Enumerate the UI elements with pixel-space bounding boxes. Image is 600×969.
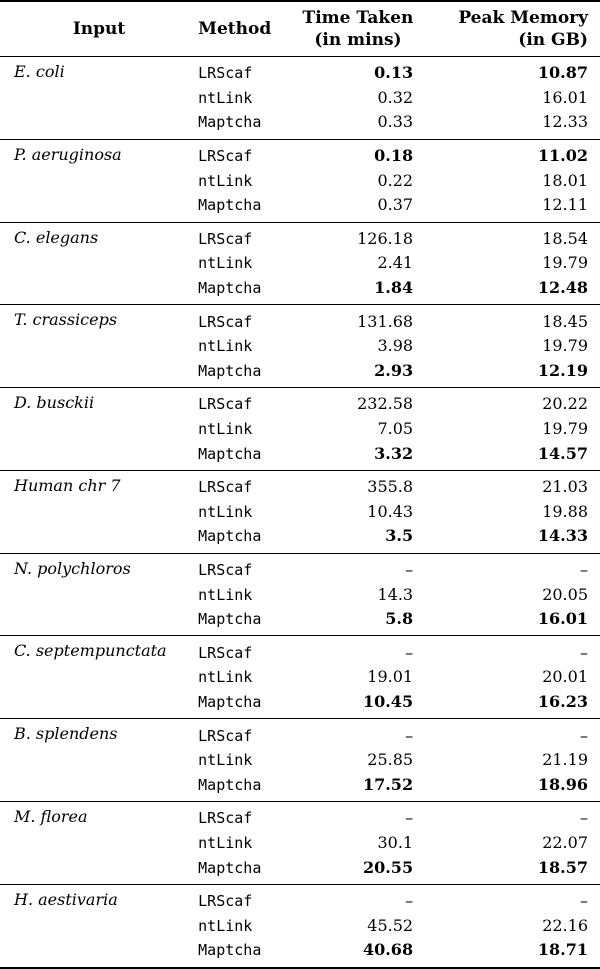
memory-value: 18.96 [537,774,588,794]
method-name: Maptcha [198,858,262,877]
table-row [0,690,600,719]
time-value: – [293,553,423,582]
input-name: Human chr 7 [0,470,198,499]
memory-value: 20.22 [423,388,600,417]
time-value: 17.52 [362,774,414,794]
memory-value: 12.19 [537,360,588,380]
table-row [0,251,600,276]
time-value: 0.13 [293,57,423,86]
input-cell-empty [0,913,198,938]
method-name: ntLink [198,585,253,604]
input-cell-empty [0,86,198,111]
table-row [0,86,600,111]
input-cell-empty [0,417,198,442]
input-cell-empty [0,193,198,222]
method-name: ntLink [198,833,253,852]
table-row [0,719,600,748]
header-memory [423,1,600,57]
input-cell-empty [0,168,198,193]
memory-value: 19.79 [542,336,588,356]
time-value: – [293,719,423,748]
time-value: 1.84 [374,278,414,298]
table-row [0,334,600,359]
input-cell-empty [0,334,198,359]
table-row [0,748,600,773]
method-name: LRScaf [198,470,293,499]
input-cell-empty [0,855,198,884]
header-row [0,1,600,57]
table-row [0,855,600,884]
input-name: N. polychloros [0,553,198,582]
header-time-line1: Time Taken [302,8,414,28]
method-name: LRScaf [198,305,293,334]
table-row [0,359,600,388]
memory-value: 19.79 [542,253,588,273]
method-name: Maptcha [198,938,293,968]
method-name: Maptcha [198,692,262,711]
table-row [0,524,600,553]
method-name: Maptcha [198,610,262,629]
input-cell-empty [0,359,198,388]
input-name: E. coli [0,57,198,86]
memory-value: – [423,802,600,831]
table-row [0,470,600,499]
method-name: LRScaf [198,719,293,748]
method-name: Maptcha [198,279,262,298]
time-value: 19.01 [367,667,414,687]
table-row [0,913,600,938]
table-row [0,938,600,968]
memory-value: 18.71 [423,938,600,968]
time-value: 3.5 [385,526,414,546]
memory-value: 12.33 [542,112,588,132]
table-row [0,193,600,222]
input-cell-empty [0,582,198,607]
time-value: – [293,636,423,665]
memory-value: 16.23 [537,691,588,711]
input-cell-empty [0,772,198,801]
memory-value: 14.33 [537,526,588,546]
method-name: ntLink [198,502,253,521]
table-row [0,388,600,417]
memory-value: 12.11 [542,195,588,215]
input-cell-empty [0,748,198,773]
table-row [0,168,600,193]
memory-value: 18.01 [542,170,588,190]
input-name: B. splendens [0,719,198,748]
table-row [0,441,600,470]
method-name: ntLink [198,88,253,107]
time-value: – [293,802,423,831]
time-value: 2.41 [377,253,414,273]
input-name: T. crassiceps [0,305,198,334]
header-time [293,1,423,57]
time-value: 10.45 [362,691,414,711]
table-row [0,222,600,251]
table-row [0,276,600,305]
method-name: LRScaf [198,553,293,582]
memory-value: 21.19 [542,750,588,770]
time-value: 30.1 [377,832,414,852]
table-row [0,665,600,690]
table-row [0,305,600,334]
method-name: ntLink [198,337,253,356]
table-row [0,139,600,168]
input-name: D. busckii [0,388,198,417]
input-cell-empty [0,441,198,470]
memory-value: – [423,553,600,582]
input-cell-empty [0,690,198,719]
method-name: LRScaf [198,222,293,251]
method-name: LRScaf [198,636,293,665]
memory-value: 19.88 [542,501,588,521]
memory-value: 19.79 [542,419,588,439]
method-name: Maptcha [198,196,262,215]
table-row [0,57,600,86]
memory-value: 20.05 [542,584,588,604]
time-value: 0.22 [377,170,414,190]
method-name: LRScaf [198,139,293,168]
table-row [0,772,600,801]
input-cell-empty [0,831,198,856]
time-value: 40.68 [293,938,423,968]
input-cell-empty [0,665,198,690]
input-cell-empty [0,500,198,525]
method-name: LRScaf [198,802,293,831]
method-name: ntLink [198,916,253,935]
time-value: 3.32 [374,443,414,463]
memory-value: 16.01 [542,87,588,107]
method-name: ntLink [198,668,253,687]
memory-value: 22.16 [542,915,588,935]
header-mem-line1: Peak Memory [458,8,588,28]
memory-value: 16.01 [537,609,588,629]
time-value: 20.55 [362,857,414,877]
table-row [0,636,600,665]
table-row [0,831,600,856]
time-value: 14.3 [377,584,414,604]
memory-value: 20.01 [542,667,588,687]
input-name: C. septempunctata [0,636,198,665]
input-name: P. aeruginosa [0,139,198,168]
time-value: 0.33 [377,112,414,132]
time-value: 5.8 [385,609,414,629]
method-name: ntLink [198,420,253,439]
memory-value: 12.48 [537,278,588,298]
header-time-line2: (in mins) [314,30,402,50]
header-mem-line2: (in GB) [518,30,588,50]
table-row [0,417,600,442]
memory-value: 21.03 [423,470,600,499]
table-row [0,110,600,139]
table-row [0,553,600,582]
memory-value: 10.87 [423,57,600,86]
method-name: Maptcha [198,444,262,463]
time-value: 355.8 [293,470,423,499]
method-name: ntLink [198,254,253,273]
time-value: 232.58 [293,388,423,417]
time-value: 3.98 [377,336,414,356]
table-row [0,500,600,525]
time-value: 2.93 [374,360,414,380]
time-value: 25.85 [367,750,414,770]
method-name: Maptcha [198,527,262,546]
input-cell-empty [0,110,198,139]
memory-value: – [423,636,600,665]
table-header [0,1,600,57]
time-value: – [293,884,423,913]
method-name: Maptcha [198,775,262,794]
method-name: LRScaf [198,57,293,86]
method-name: Maptcha [198,361,262,380]
input-cell-empty [0,607,198,636]
input-name: C. elegans [0,222,198,251]
memory-value: 22.07 [542,832,588,852]
time-value: 7.05 [377,419,414,439]
memory-value: – [423,884,600,913]
time-value: 0.32 [377,87,414,107]
table-body [0,57,600,968]
table-row [0,802,600,831]
table-row [0,582,600,607]
method-name: Maptcha [198,113,262,132]
time-value: 0.18 [293,139,423,168]
input-cell-empty [0,524,198,553]
method-name: LRScaf [198,388,293,417]
input-cell-empty [0,276,198,305]
memory-value: 14.57 [537,443,588,463]
time-value: 10.43 [367,501,414,521]
input-name: H. aestivaria [0,884,198,913]
memory-value: 18.57 [537,857,588,877]
input-name: M. florea [0,802,198,831]
method-name: ntLink [198,171,253,190]
table-row [0,884,600,913]
header-input: Input [0,1,198,57]
input-cell-empty [0,251,198,276]
memory-value: 18.54 [423,222,600,251]
memory-value: – [423,719,600,748]
time-value: 126.18 [293,222,423,251]
input-cell-empty [0,938,198,968]
table-row [0,607,600,636]
time-value: 0.37 [377,195,414,215]
time-value: 45.52 [367,915,414,935]
memory-value: 11.02 [423,139,600,168]
method-name: ntLink [198,751,253,770]
time-value: 131.68 [293,305,423,334]
memory-value: 18.45 [423,305,600,334]
method-name: LRScaf [198,884,293,913]
header-method: Method [198,1,293,57]
